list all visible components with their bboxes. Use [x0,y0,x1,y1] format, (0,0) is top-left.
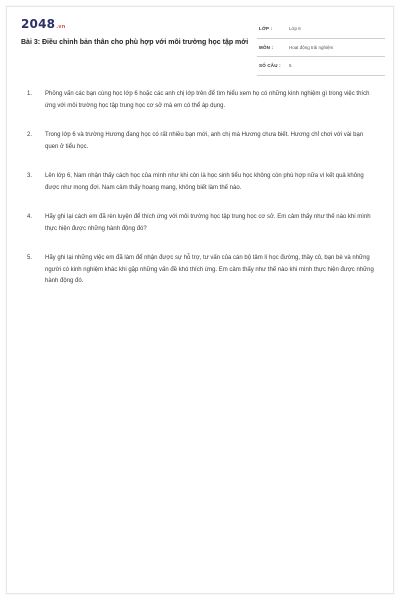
meta-row-class [257,23,385,39]
question-text: Phỏng vấn các bạn cùng học lớp 6 hoặc các anh chị lớp trên để tìm hiểu xem họ có những kinh nghiệm gì trong việc thích ứng với môi trường học tập trung học cơ sở mà em có thể áp dụng. [45,91,370,109]
question-item [27,253,377,288]
subject-value: Hoạt động trải nghiệm [289,44,334,50]
question-item [27,130,377,153]
question-item [27,89,377,112]
subject-label: MÔN : [259,44,274,50]
logo-tld: .vn [56,24,66,30]
question-number: 1. [27,91,33,97]
meta-row-count [257,60,385,76]
class-value: Lớp 6 [289,26,301,31]
question-text: Trong lớp 6 và trường Hương đang học có rất nhiều bạn mới, anh chị mà Hương chưa biết. Hương chỉ chơi với vài bạn quen ở tiểu học. [45,132,364,150]
question-text: Hãy ghi lại cách em đã rèn luyện để thích ứng với môi trường học tập trung học cơ sở. Em cảm thấy như thế nào khi mình thực hiện được những hành động đó? [45,214,371,232]
meta-row-subject [257,42,385,58]
question-list [27,89,377,306]
question-text: Hãy ghi lại những việc em đã làm để nhận được sự hỗ trợ, tư vấn của cán bộ tâm lí học đường, thầy cô, bạn bè và những người có kinh nghiệm khác khi gặp những vấn đề khó thích ứng. Em cảm thấy như thế nào khi mình thực hiện được những hành động đó. [45,255,374,284]
question-item [27,212,377,235]
question-number: 3. [27,173,33,179]
question-number: 5. [27,255,33,261]
question-text: Lên lớp 6, Nam nhận thấy cách học của mình như khi còn là học sinh tiểu học không còn phù hợp nữa vì kết quả không được như mong đợi. Nam cảm thấy hoang mang, không biết làm thế nào. [45,173,364,191]
lesson-title: Bài 3: Điều chỉnh bản thân cho phù hợp với môi trường học tập mới [21,39,249,46]
question-number: 2. [27,132,33,138]
meta-panel [257,23,385,79]
question-count-label: SỐ CÂU : [259,63,281,68]
question-item [27,171,377,194]
site-logo[interactable] [21,17,66,31]
class-label: LỚP : [259,26,273,31]
question-number: 4. [27,214,33,220]
worksheet-page [6,6,394,594]
logo-text: 2048 [21,17,56,31]
question-count-value: 5 [289,63,292,68]
